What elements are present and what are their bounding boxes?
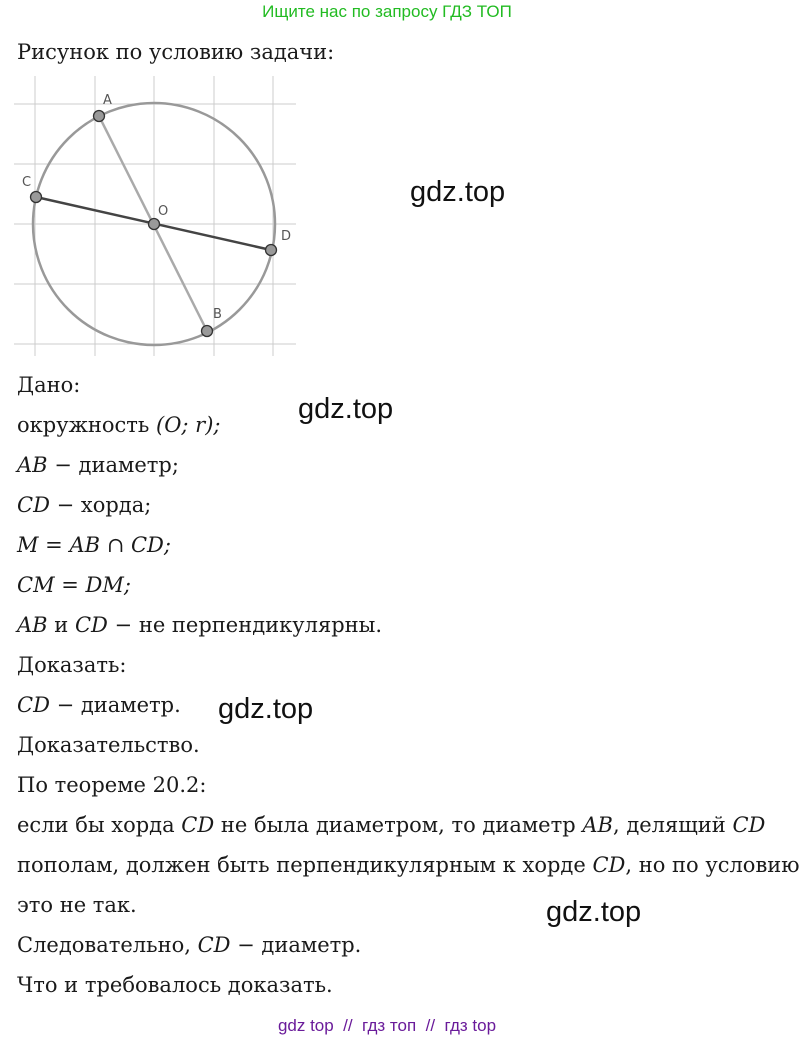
prove-heading: Доказать:	[17, 653, 127, 677]
top-banner: Ищите нас по запросу ГДЗ ТОП	[262, 2, 512, 21]
qed: Что и требовалось доказать.	[17, 973, 333, 997]
point-a	[94, 111, 105, 122]
label-c: C	[22, 175, 32, 190]
given-diameter: AB − диаметр;	[17, 453, 179, 477]
footer-links[interactable]: gdz top // гдз топ // гдз top	[277, 1016, 497, 1035]
point-o	[149, 219, 160, 230]
given-chord: CD − хорда;	[17, 493, 152, 517]
proof-line-2: пополам, должен быть перпендикулярным к хорде CD, но по условию	[17, 853, 800, 877]
proof-line-3: это не так.	[17, 893, 137, 917]
figure-caption: Рисунок по условию задачи:	[17, 40, 335, 64]
circle-diagram	[14, 76, 304, 356]
theorem-reference: По теореме 20.2:	[17, 773, 207, 797]
given-intersection: M = AB ∩ CD;	[17, 533, 171, 557]
proof-line-1: если бы хорда CD не была диаметром, то диаметр AB, делящий CD	[17, 813, 766, 837]
given-heading: Дано:	[17, 373, 81, 397]
watermark: gdz.top	[410, 176, 506, 208]
label-b: B	[213, 307, 222, 322]
proof-heading: Доказательство.	[17, 733, 200, 757]
conclusion: Следовательно, CD − диаметр.	[17, 933, 362, 957]
given-equal-segments: CM = DM;	[17, 573, 131, 597]
label-d: D	[281, 229, 292, 244]
watermark: gdz.top	[546, 896, 642, 928]
point-c	[31, 192, 42, 203]
point-b	[202, 326, 213, 337]
prove-statement: CD − диаметр.	[17, 693, 181, 717]
watermark: gdz.top	[298, 393, 394, 425]
point-d	[266, 245, 277, 256]
label-o: O	[158, 204, 169, 219]
grid	[14, 76, 296, 356]
given-circle: окружность (O; r);	[17, 413, 221, 437]
label-a: A	[103, 93, 112, 108]
given-not-perpendicular: AB и CD − не перпендикулярны.	[17, 613, 383, 637]
watermark: gdz.top	[218, 693, 314, 725]
geometry-figure	[14, 76, 304, 360]
